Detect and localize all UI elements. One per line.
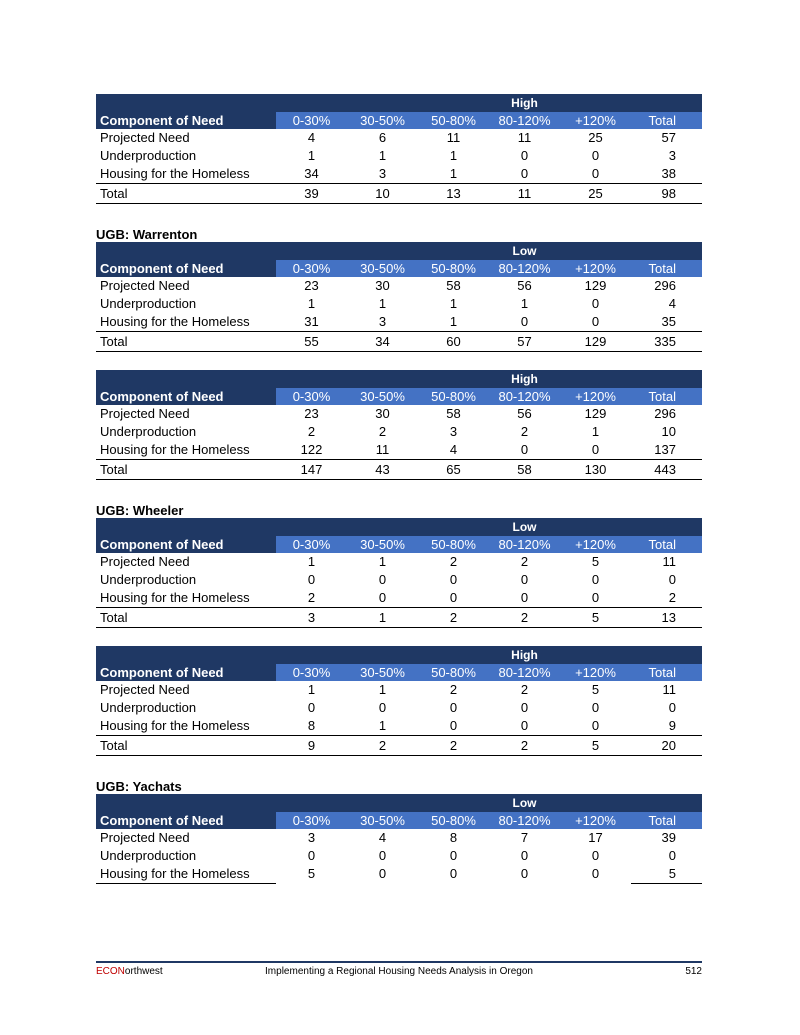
- table-cell: 4: [418, 441, 489, 460]
- table-cell: 1: [378, 682, 387, 697]
- scenario-spacer: [560, 94, 702, 112]
- scenario-spacer: [560, 646, 702, 664]
- column-header: 30-50%: [347, 812, 418, 829]
- table-cell: 0: [449, 866, 458, 882]
- scenario-label: Low: [489, 242, 560, 260]
- total-label: Total: [96, 460, 276, 480]
- total-cell: 2: [489, 608, 560, 628]
- table-cell: 0: [489, 441, 560, 460]
- table-cell: 35: [631, 313, 702, 332]
- total-cell: 2: [418, 608, 489, 628]
- table-cell: 0: [378, 866, 387, 882]
- total-cell: 443: [631, 460, 702, 480]
- column-header-row: [96, 388, 702, 405]
- column-header: 80-120%: [489, 536, 560, 553]
- table-cell: 4: [378, 830, 387, 845]
- column-header: +120%: [560, 112, 631, 129]
- table-cell: 8: [449, 830, 458, 845]
- table-cell: 39: [661, 830, 676, 845]
- table-cell: 31: [276, 313, 347, 332]
- table-cell: 11: [446, 130, 461, 145]
- total-cell: 20: [631, 736, 702, 756]
- table-cell: 3: [307, 830, 316, 845]
- column-header: Total: [631, 812, 702, 829]
- table-cell: 0: [591, 848, 600, 863]
- table-cell: 0: [668, 572, 676, 587]
- table-cell: 5: [591, 682, 600, 697]
- scenario-spacer: [96, 518, 489, 536]
- table-cell: 1: [449, 148, 458, 163]
- row-label: Housing for the Homeless: [96, 865, 276, 884]
- table-cell: 1: [520, 296, 529, 311]
- total-cell: 43: [347, 460, 418, 480]
- scenario-spacer: [560, 370, 702, 388]
- row-label: Projected Need: [100, 406, 190, 421]
- column-header: Total: [631, 112, 702, 129]
- footer-brand-prefix: ECON: [96, 966, 125, 977]
- total-cell: 5: [560, 608, 631, 628]
- need-table-block: [96, 370, 702, 480]
- table-cell: 5: [307, 866, 316, 882]
- table-cell: 0: [591, 866, 600, 882]
- total-cell: 2: [489, 736, 560, 756]
- table-row: [96, 847, 702, 865]
- scenario-header-row: [96, 794, 702, 812]
- table-cell: 3: [668, 148, 676, 163]
- total-cell: 335: [631, 332, 702, 352]
- component-of-need-table: [96, 794, 702, 884]
- column-header: 30-50%: [347, 536, 418, 553]
- ugb-title: UGB: Wheeler: [96, 503, 184, 518]
- table-cell: 2: [378, 424, 387, 439]
- column-header: 80-120%: [489, 664, 560, 681]
- row-label: Underproduction: [100, 424, 197, 439]
- table-cell: 0: [489, 717, 560, 736]
- table-cell: 2: [307, 424, 316, 439]
- footer-document-title: Implementing a Regional Housing Needs Analysis in Oregon: [265, 966, 533, 977]
- table-cell: 0: [418, 589, 489, 608]
- total-cell: 13: [418, 184, 489, 204]
- table-row: [96, 295, 702, 313]
- table-cell: 0: [668, 848, 676, 863]
- column-header: 80-120%: [489, 112, 560, 129]
- column-header-row: [96, 812, 702, 829]
- ugb-title: UGB: Warrenton: [96, 227, 198, 242]
- column-header: 30-50%: [347, 112, 418, 129]
- table-cell: 0: [489, 313, 560, 332]
- column-header: 30-50%: [347, 388, 418, 405]
- table-cell: 0: [378, 700, 387, 715]
- total-cell: 55: [276, 332, 347, 352]
- table-cell: 0: [520, 572, 529, 587]
- table-cell: 11: [347, 441, 418, 460]
- column-header-row: [96, 112, 702, 129]
- table-row: [96, 313, 702, 332]
- total-cell: 39: [276, 184, 347, 204]
- table-cell: 1: [378, 554, 387, 569]
- need-table-block: [96, 503, 702, 628]
- total-label: Total: [96, 608, 276, 628]
- scenario-spacer: [560, 518, 702, 536]
- column-header: 30-50%: [347, 260, 418, 277]
- table-cell: 1: [591, 424, 600, 439]
- table-cell: 57: [661, 130, 676, 145]
- column-header: +120%: [560, 536, 631, 553]
- table-cell: 0: [591, 296, 600, 311]
- table-cell: 0: [307, 848, 316, 863]
- row-label: Projected Need: [100, 830, 190, 845]
- column-header: 50-80%: [418, 388, 489, 405]
- scenario-header-row: [96, 370, 702, 388]
- table-cell: 1: [418, 313, 489, 332]
- table-cell: 0: [591, 148, 600, 163]
- table-cell: 23: [304, 278, 319, 293]
- column-header: 50-80%: [418, 664, 489, 681]
- total-cell: 34: [347, 332, 418, 352]
- table-cell: 2: [631, 589, 702, 608]
- table-cell: 1: [307, 554, 316, 569]
- document-body: [96, 94, 702, 884]
- table-row: [96, 165, 702, 184]
- table-cell: 1: [378, 148, 387, 163]
- scenario-spacer: [96, 94, 489, 112]
- table-cell: 0: [591, 572, 600, 587]
- table-cell: 56: [517, 406, 532, 421]
- ugb-title: UGB: Yachats: [96, 779, 182, 794]
- table-cell: 11: [662, 554, 676, 569]
- total-cell: 2: [418, 736, 489, 756]
- component-of-need-table: [96, 242, 702, 352]
- column-header: +120%: [560, 812, 631, 829]
- table-row: [96, 829, 702, 847]
- table-row: [96, 571, 702, 589]
- column-header: 0-30%: [276, 388, 347, 405]
- table-cell: 4: [668, 296, 676, 311]
- scenario-label: Low: [489, 518, 560, 536]
- table-cell: 30: [375, 278, 390, 293]
- table-cell: 8: [276, 717, 347, 736]
- page-footer: [96, 966, 702, 978]
- table-cell: 0: [520, 848, 529, 863]
- total-cell: 60: [418, 332, 489, 352]
- total-cell: 10: [347, 184, 418, 204]
- table-row: [96, 865, 702, 884]
- scenario-label: High: [489, 370, 560, 388]
- total-cell: 98: [631, 184, 702, 204]
- column-header: Total: [631, 536, 702, 553]
- table-cell: 0: [449, 700, 458, 715]
- column-header: Total: [631, 388, 702, 405]
- table-row: [96, 423, 702, 441]
- column-header: Total: [631, 664, 702, 681]
- scenario-spacer: [96, 242, 489, 260]
- column-header-row: [96, 664, 702, 681]
- total-cell: 58: [489, 460, 560, 480]
- table-cell: 0: [307, 700, 316, 715]
- table-cell: 1: [307, 148, 316, 163]
- total-row: [96, 460, 702, 480]
- table-cell: 2: [449, 682, 458, 697]
- row-label: Underproduction: [100, 848, 197, 863]
- row-label: Underproduction: [100, 572, 197, 587]
- scenario-header-row: [96, 242, 702, 260]
- table-row: [96, 589, 702, 608]
- scenario-spacer: [560, 242, 702, 260]
- total-cell: 25: [560, 184, 631, 204]
- table-row: [96, 441, 702, 460]
- table-cell: 1: [418, 165, 489, 184]
- column-header: +120%: [560, 388, 631, 405]
- column-header: +120%: [560, 664, 631, 681]
- total-cell: 129: [560, 332, 631, 352]
- table-cell: 0: [449, 848, 458, 863]
- table-cell: 0: [520, 700, 529, 715]
- table-cell: 3: [347, 313, 418, 332]
- footer-page-number: 512: [685, 966, 702, 977]
- table-cell: 1: [307, 296, 316, 311]
- table-cell: 122: [276, 441, 347, 460]
- total-label: Total: [96, 184, 276, 204]
- column-header: Component of Need: [96, 536, 276, 553]
- table-cell: 5: [591, 554, 600, 569]
- table-cell: 0: [560, 441, 631, 460]
- table-row: [96, 717, 702, 736]
- scenario-spacer: [96, 646, 489, 664]
- column-header: Component of Need: [96, 664, 276, 681]
- scenario-label: High: [489, 646, 560, 664]
- table-row: [96, 553, 702, 571]
- scenario-spacer: [96, 794, 489, 812]
- column-header: 0-30%: [276, 112, 347, 129]
- table-cell: 2: [520, 554, 529, 569]
- column-header: 50-80%: [418, 112, 489, 129]
- table-cell: 56: [517, 278, 532, 293]
- need-table-block: [96, 646, 702, 756]
- table-row: [96, 405, 702, 423]
- row-label: Projected Need: [100, 554, 190, 569]
- scenario-spacer: [560, 794, 702, 812]
- row-label: Underproduction: [100, 148, 197, 163]
- table-cell: 2: [449, 554, 458, 569]
- table-cell: 1: [449, 296, 458, 311]
- column-header: Component of Need: [96, 260, 276, 277]
- table-cell: 0: [449, 572, 458, 587]
- total-cell: 9: [276, 736, 347, 756]
- table-cell: 296: [654, 278, 676, 293]
- table-cell: 25: [588, 130, 603, 145]
- column-header-row: [96, 536, 702, 553]
- column-header: 0-30%: [276, 664, 347, 681]
- scenario-header-row: [96, 94, 702, 112]
- column-header: Component of Need: [96, 812, 276, 829]
- table-cell: 0: [489, 165, 560, 184]
- column-header: 80-120%: [489, 812, 560, 829]
- table-cell: 0: [520, 866, 529, 882]
- total-cell: 5: [560, 736, 631, 756]
- column-header: 50-80%: [418, 812, 489, 829]
- column-header: +120%: [560, 260, 631, 277]
- row-label: Housing for the Homeless: [96, 441, 276, 460]
- table-cell: 58: [446, 406, 461, 421]
- table-row: [96, 681, 702, 699]
- table-cell: 0: [560, 589, 631, 608]
- scenario-label: Low: [489, 794, 560, 812]
- row-label: Underproduction: [100, 700, 197, 715]
- table-cell: 23: [304, 406, 319, 421]
- column-header-row: [96, 260, 702, 277]
- column-header: Component of Need: [96, 388, 276, 405]
- need-table-block: [96, 227, 702, 352]
- table-row: [96, 147, 702, 165]
- table-cell: 0: [418, 717, 489, 736]
- total-cell: 130: [560, 460, 631, 480]
- need-table-block: [96, 779, 702, 884]
- column-header: 50-80%: [418, 260, 489, 277]
- scenario-header-row: [96, 518, 702, 536]
- component-of-need-table: [96, 518, 702, 628]
- row-label: Housing for the Homeless: [96, 165, 276, 184]
- table-row: [96, 277, 702, 295]
- total-cell: 65: [418, 460, 489, 480]
- total-cell: 3: [276, 608, 347, 628]
- row-label: Housing for the Homeless: [96, 589, 276, 608]
- table-cell: 30: [375, 406, 390, 421]
- component-of-need-table: [96, 94, 702, 204]
- component-of-need-table: [96, 646, 702, 756]
- row-label: Housing for the Homeless: [96, 313, 276, 332]
- column-header: 0-30%: [276, 260, 347, 277]
- row-label: Projected Need: [100, 130, 190, 145]
- footer-brand-suffix: orthwest: [124, 966, 163, 977]
- total-cell: 147: [276, 460, 347, 480]
- row-label: Projected Need: [100, 682, 190, 697]
- total-label: Total: [96, 332, 276, 352]
- total-cell: 11: [489, 184, 560, 204]
- table-cell: 0: [378, 848, 387, 863]
- need-table-block: [96, 94, 702, 204]
- total-row: [96, 736, 702, 756]
- table-cell: 2: [520, 682, 529, 697]
- table-cell: 58: [446, 278, 461, 293]
- table-cell: 11: [517, 130, 532, 145]
- table-cell: 17: [588, 830, 603, 845]
- table-cell: 0: [347, 589, 418, 608]
- table-cell: 0: [378, 572, 387, 587]
- table-cell: 3: [449, 424, 458, 439]
- total-cell: 57: [489, 332, 560, 352]
- scenario-header-row: [96, 646, 702, 664]
- table-cell: 2: [276, 589, 347, 608]
- total-row: [96, 608, 702, 628]
- column-header: Component of Need: [96, 112, 276, 129]
- component-of-need-table: [96, 370, 702, 480]
- table-cell: 11: [662, 682, 676, 697]
- table-cell: 0: [591, 700, 600, 715]
- table-cell: 129: [584, 278, 607, 293]
- table-cell: 3: [347, 165, 418, 184]
- row-label: Housing for the Homeless: [96, 717, 276, 736]
- column-header: 30-50%: [347, 664, 418, 681]
- total-cell: 13: [631, 608, 702, 628]
- table-cell: 1: [378, 296, 387, 311]
- table-cell: 1: [347, 717, 418, 736]
- column-header: 80-120%: [489, 260, 560, 277]
- table-cell: 1: [307, 682, 316, 697]
- total-row: [96, 184, 702, 204]
- column-header: 0-30%: [276, 812, 347, 829]
- table-cell: 7: [520, 830, 529, 845]
- table-cell: 10: [661, 424, 676, 439]
- table-row: [96, 699, 702, 717]
- column-header: 50-80%: [418, 536, 489, 553]
- table-cell: 129: [584, 406, 607, 421]
- scenario-spacer: [96, 370, 489, 388]
- table-cell: 0: [520, 148, 529, 163]
- table-cell: 0: [307, 572, 316, 587]
- table-cell: 4: [307, 130, 316, 145]
- table-cell: 0: [560, 313, 631, 332]
- total-cell: 1: [347, 608, 418, 628]
- table-cell: 0: [560, 165, 631, 184]
- table-cell: 38: [631, 165, 702, 184]
- table-cell: 6: [378, 130, 387, 145]
- table-cell: 0: [668, 700, 676, 715]
- table-cell: 0: [560, 717, 631, 736]
- total-label: Total: [96, 736, 276, 756]
- column-header: Total: [631, 260, 702, 277]
- column-header: 80-120%: [489, 388, 560, 405]
- table-cell: 9: [631, 717, 702, 736]
- column-header: 0-30%: [276, 536, 347, 553]
- table-cell: 34: [276, 165, 347, 184]
- scenario-label: High: [489, 94, 560, 112]
- table-cell: 137: [631, 441, 702, 460]
- row-label: Projected Need: [100, 278, 190, 293]
- table-cell: 296: [654, 406, 676, 421]
- total-row: [96, 332, 702, 352]
- table-row: [96, 129, 702, 147]
- table-cell: 0: [489, 589, 560, 608]
- table-cell: 5: [631, 865, 702, 884]
- total-cell: 2: [347, 736, 418, 756]
- table-cell: 2: [520, 424, 529, 439]
- row-label: Underproduction: [100, 296, 197, 311]
- footer-divider: [96, 961, 702, 963]
